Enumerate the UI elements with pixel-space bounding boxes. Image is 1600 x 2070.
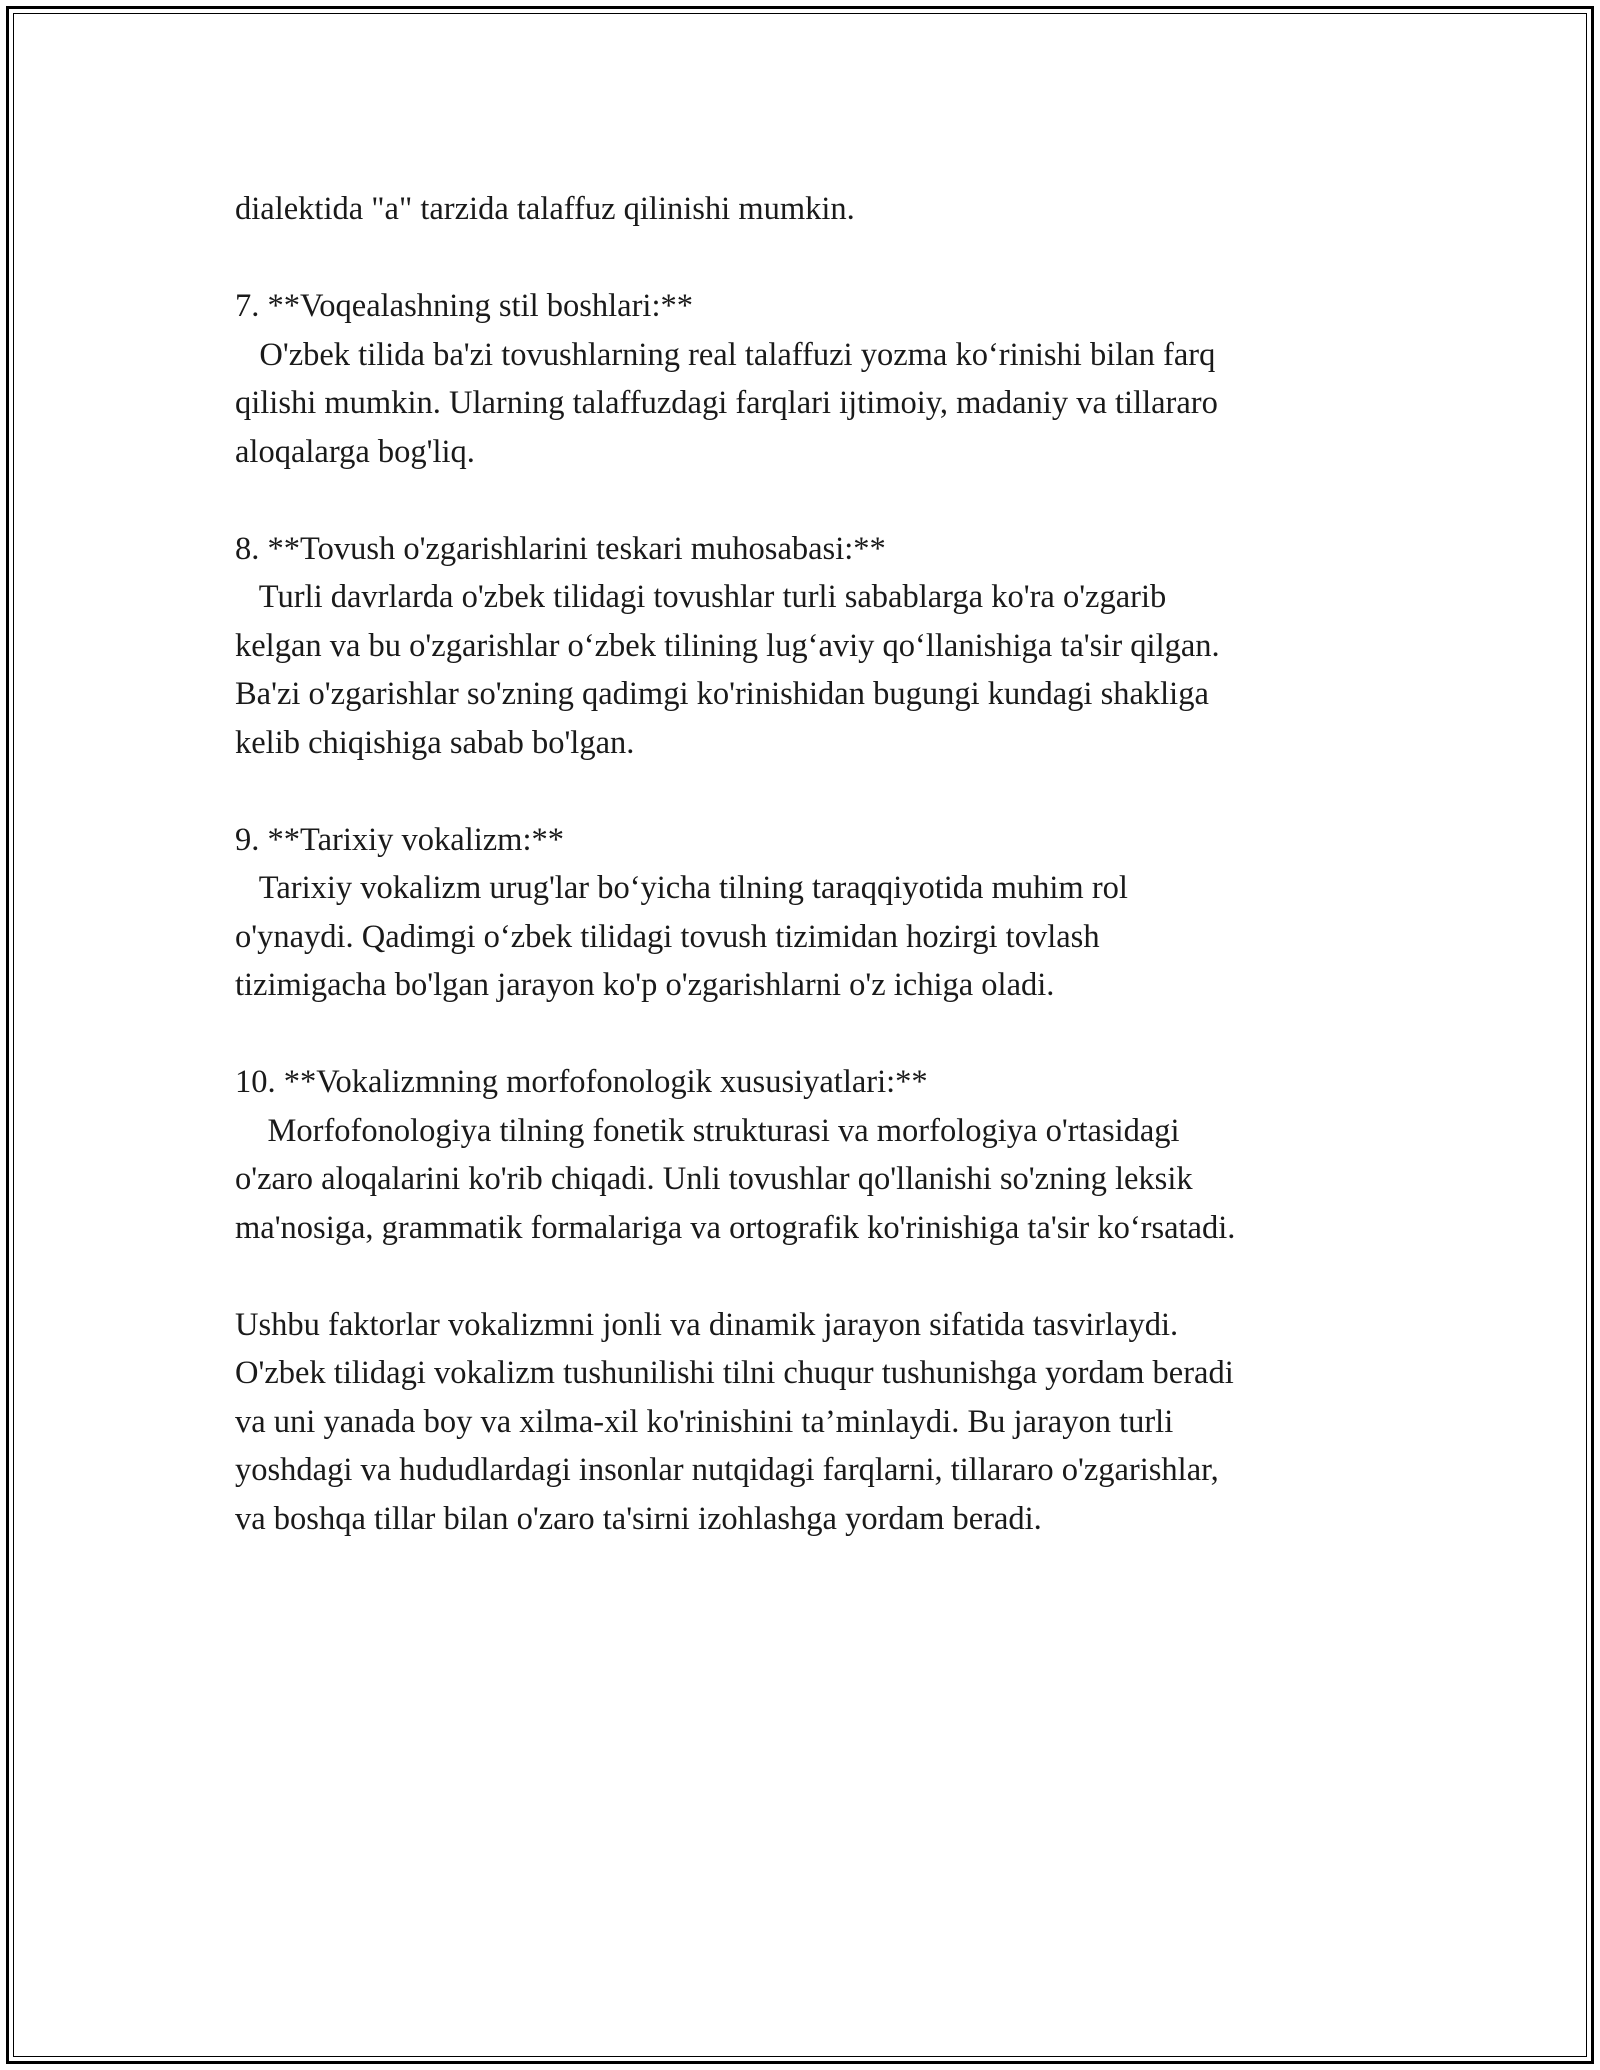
intro-paragraph [235,185,1385,234]
text-line: aloqalarga bog'liq. [235,433,475,470]
section-item-10 [235,1058,1385,1252]
text-line: va boshqa tillar bilan o'zaro ta'sirni izohlashga yordam beradi. [235,1500,1042,1537]
section-item-9 [235,816,1385,1010]
section-heading: 9. **Tarixiy vokalizm:** [235,821,564,858]
text-line: Ushbu faktorlar vokalizmni jonli va dinamik jarayon sifatida tasvirlaydi. [235,1306,1179,1343]
text-line: Morfofonologiya tilning fonetik strukturasi va morfologiya o'rtasidagi [235,1112,1180,1149]
text-line: Tarixiy vokalizm urug'lar bo‘yicha tilning taraqqiyotida muhim rol [235,870,1128,906]
section-heading: 8. **Tovush o'zgarishlarini teskari muhosabasi:** [235,530,886,567]
paragraph-gap [235,767,1385,816]
paragraph-gap [235,234,1385,283]
section-heading: 7. **Voqealashning stil boshlari:** [235,288,693,324]
text-line: kelgan va bu o'zgarishlar o‘zbek tilining lug‘aviy qo‘llanishiga ta'sir qilgan. [235,627,1220,664]
document-body [235,185,1385,1543]
text-line: O'zbek tilida ba'zi tovushlarning real talaffuzi yozma ko‘rinishi bilan farq [235,336,1216,373]
text-line: qilishi mumkin. Ularning talaffuzdagi farqlari ijtimoiy, madaniy va tillararo [235,385,1218,421]
text-line: O'zbek tilidagi vokalizm tushunilishi tilni chuqur tushunishga yordam beradi [235,1355,1234,1391]
text-line: o'zaro aloqalarini ko'rib chiqadi. Unli tovushlar qo'llanishi so'zning leksik [235,1161,1193,1197]
conclusion-paragraph [235,1301,1385,1544]
text-line: Ba'zi o'zgarishlar so'zning qadimgi ko'rinishidan bugungi kundagi shakliga [235,676,1209,712]
text-line: tizimigacha bo'lgan jarayon ko'p o'zgarishlarni o'z ichiga oladi. [235,967,1055,1003]
text-line: ma'nosiga, grammatik formalariga va ortografik ko'rinishiga ta'sir ko‘rsatadi. [235,1209,1236,1246]
section-item-7 [235,282,1385,476]
text-line: kelib chiqishiga sabab bo'lgan. [235,724,635,761]
paragraph-gap [235,476,1385,525]
paragraph-gap [235,1252,1385,1301]
text-line: yoshdagi va hududlardagi insonlar nutqidagi farqlarni, tillararo o'zgarishlar, [235,1452,1219,1488]
text-line: Turli davrlarda o'zbek tilidagi tovushlar turli sabablarga ko'ra o'zgarib [235,579,1167,615]
paragraph-gap [235,1010,1385,1059]
text-line: dialektida "a" tarzida talaffuz qilinishi mumkin. [235,191,855,227]
text-line: o'ynaydi. Qadimgi o‘zbek tilidagi tovush tizimidan hozirgi tovlash [235,918,1100,955]
text-line: va uni yanada boy va xilma-xil ko'rinishini ta’minlaydi. Bu jarayon turli [235,1403,1174,1440]
section-item-8 [235,525,1385,768]
section-heading: 10. **Vokalizmning morfofonologik xususiyatlari:** [235,1064,928,1100]
